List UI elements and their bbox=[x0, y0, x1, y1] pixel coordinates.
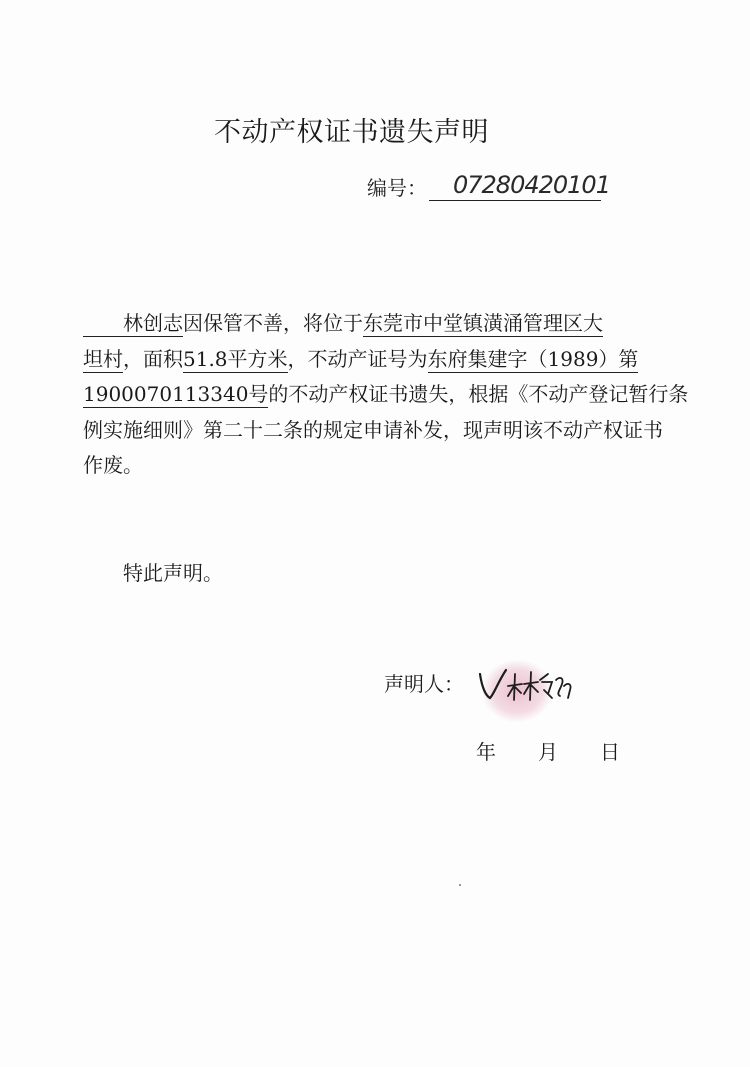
body-text-3: ，不动产证号为 bbox=[287, 346, 428, 371]
cert-number-part-2: 1900070113340 bbox=[83, 382, 249, 406]
document-title: 不动产权证书遗失声明 bbox=[214, 117, 489, 148]
body-line-2 bbox=[83, 342, 653, 378]
date-day-label: 日 bbox=[600, 740, 620, 764]
body-line-3 bbox=[83, 377, 689, 413]
cert-number-suffix: 号 bbox=[248, 382, 269, 406]
owner-name: 林创志 bbox=[83, 311, 183, 337]
area-unit: 平方米 bbox=[227, 346, 288, 371]
number-value: 07280420101 bbox=[429, 172, 601, 201]
body-text-1: 因保管不善，将位于 bbox=[183, 311, 363, 335]
body-line-4: 例实施细则》第二十二条的规定申请补发，现声明该不动产权证书 bbox=[83, 417, 663, 442]
body-line-5: 作废。 bbox=[83, 453, 143, 477]
handwritten-signature bbox=[472, 660, 587, 710]
document-number-row bbox=[367, 171, 610, 201]
date-row bbox=[476, 736, 620, 765]
date-month-label: 月 bbox=[538, 740, 558, 764]
location-part-1: 东莞市中堂镇潢涌管理区大 bbox=[363, 311, 603, 335]
date-year-label: 年 bbox=[476, 740, 496, 764]
body-line-1 bbox=[83, 306, 653, 342]
statement-body bbox=[83, 306, 689, 484]
body-text-5: 的不动产权证书遗失，根据《不动产登记暂行条 bbox=[268, 382, 689, 406]
location-part-2: 坦村 bbox=[83, 346, 123, 371]
signer-row bbox=[384, 668, 464, 697]
number-label: 编号： bbox=[367, 176, 427, 200]
closing-statement: 特此声明。 bbox=[123, 561, 223, 585]
area-number: 51.8 bbox=[183, 346, 228, 371]
scan-speck bbox=[459, 884, 461, 886]
body-text-2: ，面积 bbox=[123, 346, 183, 371]
area-value bbox=[183, 347, 288, 373]
cert-number-part-1: 东府集建字（1989）第 bbox=[427, 346, 639, 371]
signer-label: 声明人： bbox=[384, 672, 464, 696]
